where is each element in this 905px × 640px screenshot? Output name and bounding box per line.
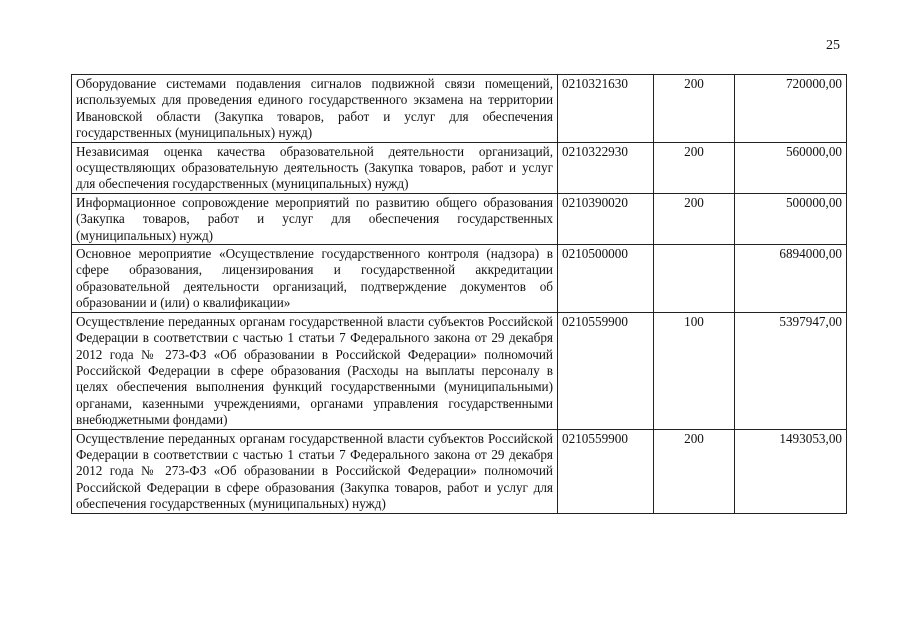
- row-amount: 1493053,00: [735, 429, 847, 513]
- table-row: [72, 429, 847, 513]
- row-description: Оборудование системами подавления сигналов подвижной связи помещений, используемых для проведения единого государственного экзамена на территории Ивановской области (Закупка товаров, работ и услуг для обеспечения государственных (муниципальных) нужд): [72, 75, 558, 143]
- row-expense-type: 100: [654, 312, 735, 429]
- row-target-code: 0210322930: [558, 142, 654, 193]
- row-target-code: 0210321630: [558, 75, 654, 143]
- row-expense-type: 200: [654, 142, 735, 193]
- table-row: [72, 312, 847, 429]
- row-target-code: 0210559900: [558, 312, 654, 429]
- row-description: Основное мероприятие «Осуществление государственного контроля (надзора) в сфере образования, лицензирования и государственной аккредитации образовательной деятельности организаций, подтверждение документов об образовании и (или) о квалификации»: [72, 245, 558, 313]
- budget-table: [71, 74, 847, 514]
- row-target-code: 0210559900: [558, 429, 654, 513]
- row-target-code: 0210500000: [558, 245, 654, 313]
- row-target-code: 0210390020: [558, 193, 654, 244]
- table-row: [72, 245, 847, 313]
- row-description: Информационное сопровождение мероприятий по развитию общего образования (Закупка товаров, работ и услуг для обеспечения государственных (муниципальных) нужд): [72, 193, 558, 244]
- row-description: Независимая оценка качества образовательной деятельности организаций, осуществляющих образовательную деятельность (Закупка товаров, работ и услуг для обеспечения государственных (муниципальных) нужд): [72, 142, 558, 193]
- row-expense-type: 200: [654, 429, 735, 513]
- page-number: 25: [826, 38, 840, 53]
- row-amount: 500000,00: [735, 193, 847, 244]
- row-expense-type: 200: [654, 193, 735, 244]
- row-description: Осуществление переданных органам государственной власти субъектов Российской Федерации в соответствии с частью 1 статьи 7 Федерального закона от 29 декабря 2012 года № 273-ФЗ «Об образовании в Российской Федерации» полномочий Российской Федерации в сфере образования (Закупка товаров, работ и услуг для обеспечения государственных (муниципальных) нужд): [72, 429, 558, 513]
- row-description: Осуществление переданных органам государственной власти субъектов Российской Федерации в соответствии с частью 1 статьи 7 Федерального закона от 29 декабря 2012 года № 273-ФЗ «Об образовании в Российской Федерации» полномочий Российской Федерации в сфере образования (Расходы на выплаты персоналу в целях обеспечения выполнения функций государственными (муниципальными) органами, казенными учреждениями, органами управления государственными внебюджетными фондами): [72, 312, 558, 429]
- table-row: [72, 75, 847, 143]
- row-amount: 560000,00: [735, 142, 847, 193]
- row-amount: 5397947,00: [735, 312, 847, 429]
- row-amount: 6894000,00: [735, 245, 847, 313]
- row-amount: 720000,00: [735, 75, 847, 143]
- table-row: [72, 193, 847, 244]
- row-expense-type: 200: [654, 75, 735, 143]
- table-row: [72, 142, 847, 193]
- row-expense-type: [654, 245, 735, 313]
